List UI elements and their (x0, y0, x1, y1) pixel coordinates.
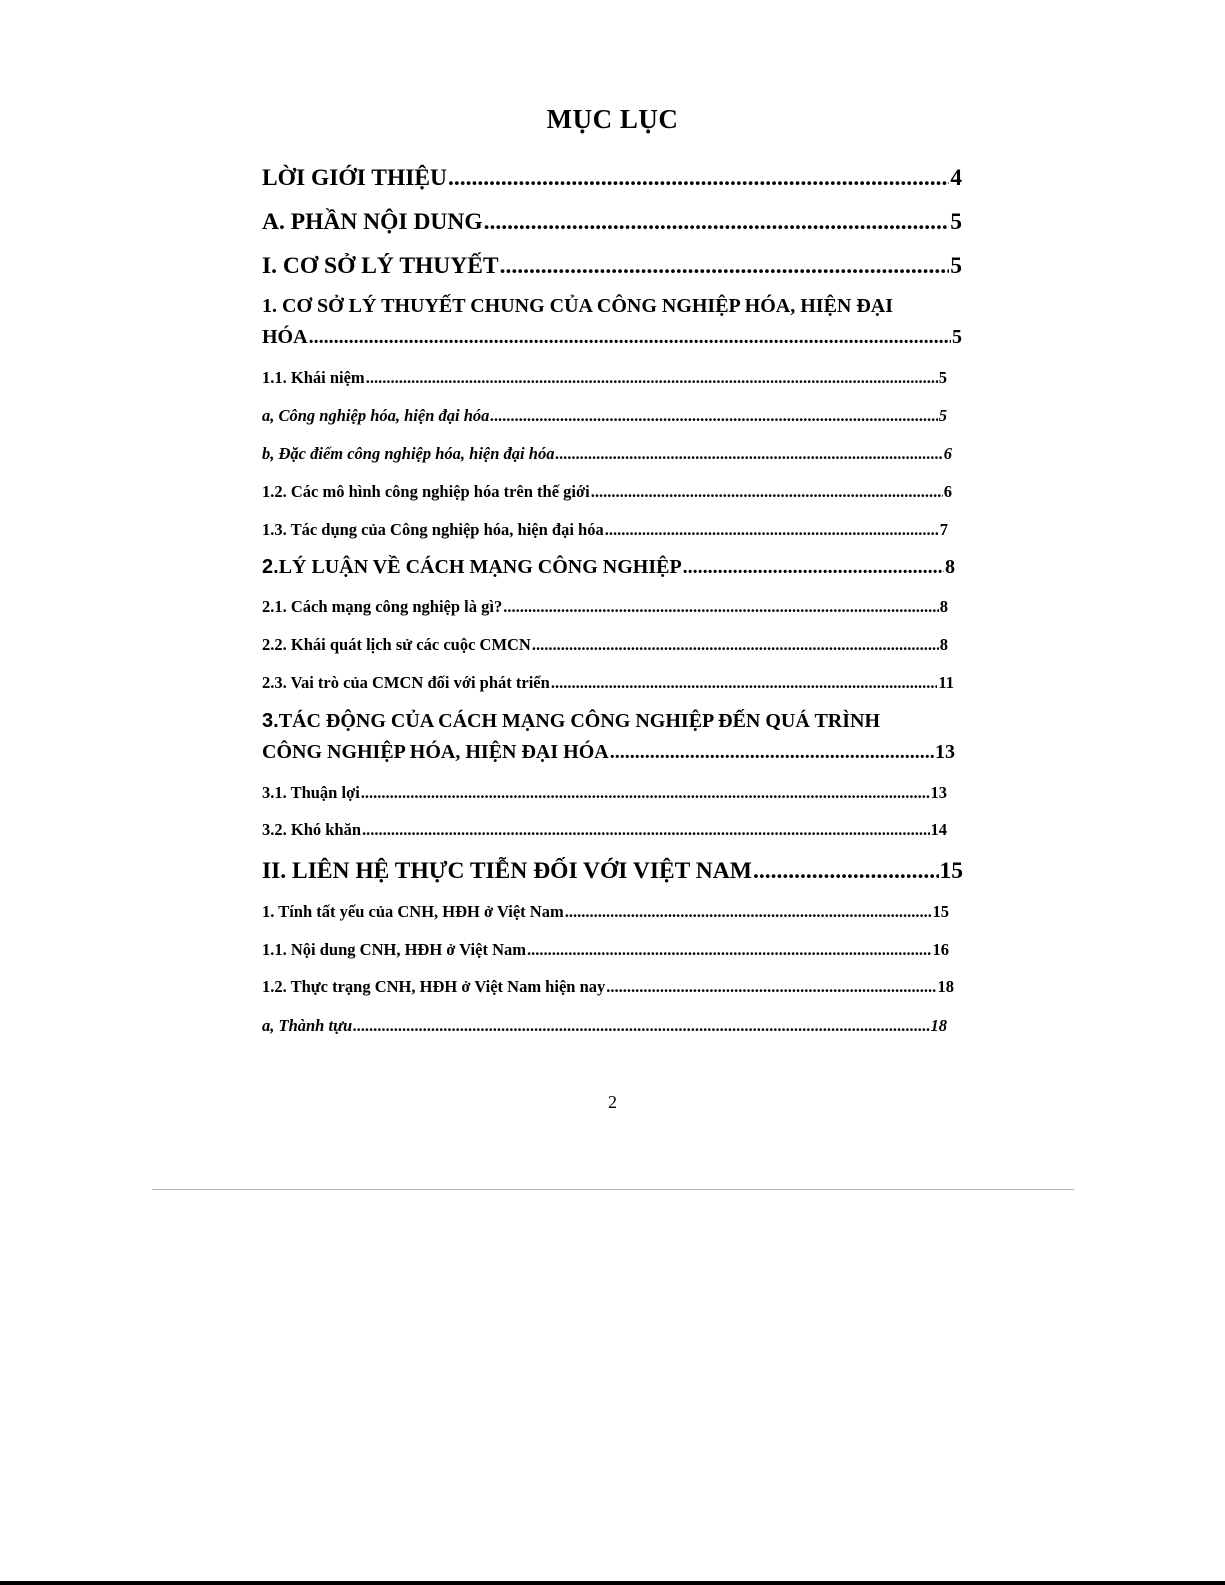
toc-entry-label: 1.1. Nội dung CNH, HĐH ở Việt Nam (262, 940, 526, 959)
toc-page-number: 14 (930, 820, 947, 839)
leader-dots (448, 165, 949, 192)
toc-page-number: 18 (937, 977, 954, 996)
toc-page-number: 5 (938, 406, 947, 425)
toc-page-number: 8 (939, 597, 948, 616)
toc-entry-ly-luan-cmcn[interactable] (262, 556, 955, 579)
toc-entry-vai-tro-cmcn[interactable] (262, 673, 954, 693)
toc-entry-phan-noi-dung[interactable] (262, 209, 962, 236)
toc-entry-label: 1. CƠ SỞ LÝ THUYẾT CHUNG CỦA CÔNG NGHIỆP HÓA, HIỆN ĐẠI (262, 295, 894, 317)
toc-entry-label: 3.2. Khó khăn (262, 820, 362, 839)
leader-dots (362, 820, 929, 840)
toc-entry-label: II. LIÊN HỆ THỰC TIỄN ĐỐI VỚI VIỆT NAM (262, 858, 752, 884)
toc-page-number: 11 (938, 673, 954, 692)
toc-entry-tac-dung[interactable] (262, 520, 948, 540)
toc-entry-label: LÝ LUẬN VỀ CÁCH MẠNG CÔNG NGHIỆP (278, 556, 682, 578)
leader-dots (309, 326, 951, 349)
page-number: 2 (608, 1092, 617, 1112)
leader-dots (683, 556, 944, 579)
toc-entry-co-so-ly-thuyet[interactable] (262, 253, 962, 280)
toc-entry-label: 2.1. Cách mạng công nghiệp là gì? (262, 597, 503, 616)
toc-page-number: 6 (943, 482, 952, 501)
leader-dots (610, 741, 934, 764)
toc-entry-number: 3. (262, 710, 279, 732)
toc-entry-label: a, Công nghiệp hóa, hiện đại hóa (262, 406, 490, 425)
bottom-edge-bar (0, 1581, 1225, 1585)
toc-page-number: 4 (950, 165, 962, 191)
toc-page-number: 18 (930, 1016, 947, 1035)
leader-dots (551, 673, 938, 693)
toc-page-number: 16 (932, 940, 949, 959)
toc-entry-tinh-tat-yeu[interactable] (262, 902, 949, 922)
leader-dots (484, 209, 950, 236)
toc-page-number: 8 (939, 635, 948, 654)
leader-dots (500, 253, 950, 280)
toc-entry-label: b, Đặc điểm công nghiệp hóa, hiện đại hóa (262, 444, 555, 463)
toc-entry-number: 2. (262, 556, 279, 578)
toc-entry-label: 2.2. Khái quát lịch sử các cuộc CMCN (262, 635, 531, 654)
toc-entry-thuc-trang[interactable] (262, 977, 954, 997)
toc-entry-tac-dong-cmcn[interactable] (262, 710, 955, 764)
toc-entry-mo-hinh[interactable] (262, 482, 952, 502)
leader-dots (753, 858, 939, 885)
leader-dots (366, 368, 938, 388)
toc-entry-label: A. PHẦN NỘI DUNG (262, 209, 483, 235)
toc-entry-label-cont: CÔNG NGHIỆP HÓA, HIỆN ĐẠI HÓA (262, 741, 609, 763)
toc-entry-label: 1.1. Khái niệm (262, 368, 365, 387)
leader-dots (565, 902, 932, 922)
leader-dots (353, 1016, 929, 1036)
toc-entry-lien-he-thuc-tien[interactable] (262, 858, 963, 885)
toc-title: MỤC LỤC (546, 104, 679, 134)
leader-dots (555, 444, 942, 464)
toc-entry-cnh-hdh[interactable] (262, 406, 947, 426)
toc-page-number: 5 (952, 326, 962, 348)
toc-entry-label: 2.3. Vai trò của CMCN đối với phát triển (262, 673, 550, 692)
toc-page-number: 15 (939, 858, 963, 884)
toc-entry-dac-diem[interactable] (262, 444, 952, 464)
toc-entry-label: 1.3. Tác dụng của Công nghiệp hóa, hiện đại hóa (262, 520, 604, 539)
toc-entry-label: 3.1. Thuận lợi (262, 783, 360, 802)
toc-entry-label-cont: HÓA (262, 326, 308, 348)
toc-entry-thuan-loi[interactable] (262, 783, 947, 803)
toc-entry-label: 1.2. Thực trạng CNH, HĐH ở Việt Nam hiện nay (262, 977, 606, 996)
toc-entry-label: 1. Tính tất yếu của CNH, HĐH ở Việt Nam (262, 902, 564, 921)
leader-dots (361, 783, 930, 803)
toc-entry-lich-su-cmcn[interactable] (262, 635, 948, 655)
toc-entry-label: TÁC ĐỘNG CỦA CÁCH MẠNG CÔNG NGHIỆP ĐẾN QUÁ TRÌNH (278, 710, 881, 732)
leader-dots (503, 597, 939, 617)
toc-entry-khai-niem[interactable] (262, 368, 947, 388)
leader-dots (532, 635, 939, 655)
toc-entry-label: LỜI GIỚI THIỆU (262, 165, 448, 191)
toc-page-number: 13 (930, 783, 947, 802)
toc-entry-thanh-tuu[interactable] (262, 1016, 947, 1036)
toc-entry-cmcn-la-gi[interactable] (262, 597, 948, 617)
toc-page-number: 7 (939, 520, 948, 539)
leader-dots (606, 977, 936, 997)
toc-entry-co-so-ly-thuyet-chung[interactable] (262, 295, 962, 349)
toc-page-number: 15 (932, 902, 949, 921)
page-separator (152, 1189, 1074, 1190)
toc-entry-noi-dung-cnh[interactable] (262, 940, 949, 960)
toc-page-number: 8 (945, 556, 955, 578)
toc-page-number: 5 (950, 253, 962, 279)
leader-dots (605, 520, 939, 540)
toc-page-number: 13 (935, 741, 955, 763)
toc-page-number: 5 (938, 368, 947, 387)
toc-entry-kho-khan[interactable] (262, 820, 947, 840)
toc-entry-label: 1.2. Các mô hình công nghiệp hóa trên thế giới (262, 482, 590, 501)
toc-page-number: 6 (943, 444, 952, 463)
leader-dots (591, 482, 943, 502)
toc-entry-loi-gioi-thieu[interactable] (262, 165, 962, 192)
toc-entry-label: I. CƠ SỞ LÝ THUYẾT (262, 253, 499, 279)
toc-entry-label: a, Thành tựu (262, 1016, 353, 1035)
leader-dots (527, 940, 932, 960)
toc-page-number: 5 (950, 209, 962, 235)
leader-dots (490, 406, 937, 426)
